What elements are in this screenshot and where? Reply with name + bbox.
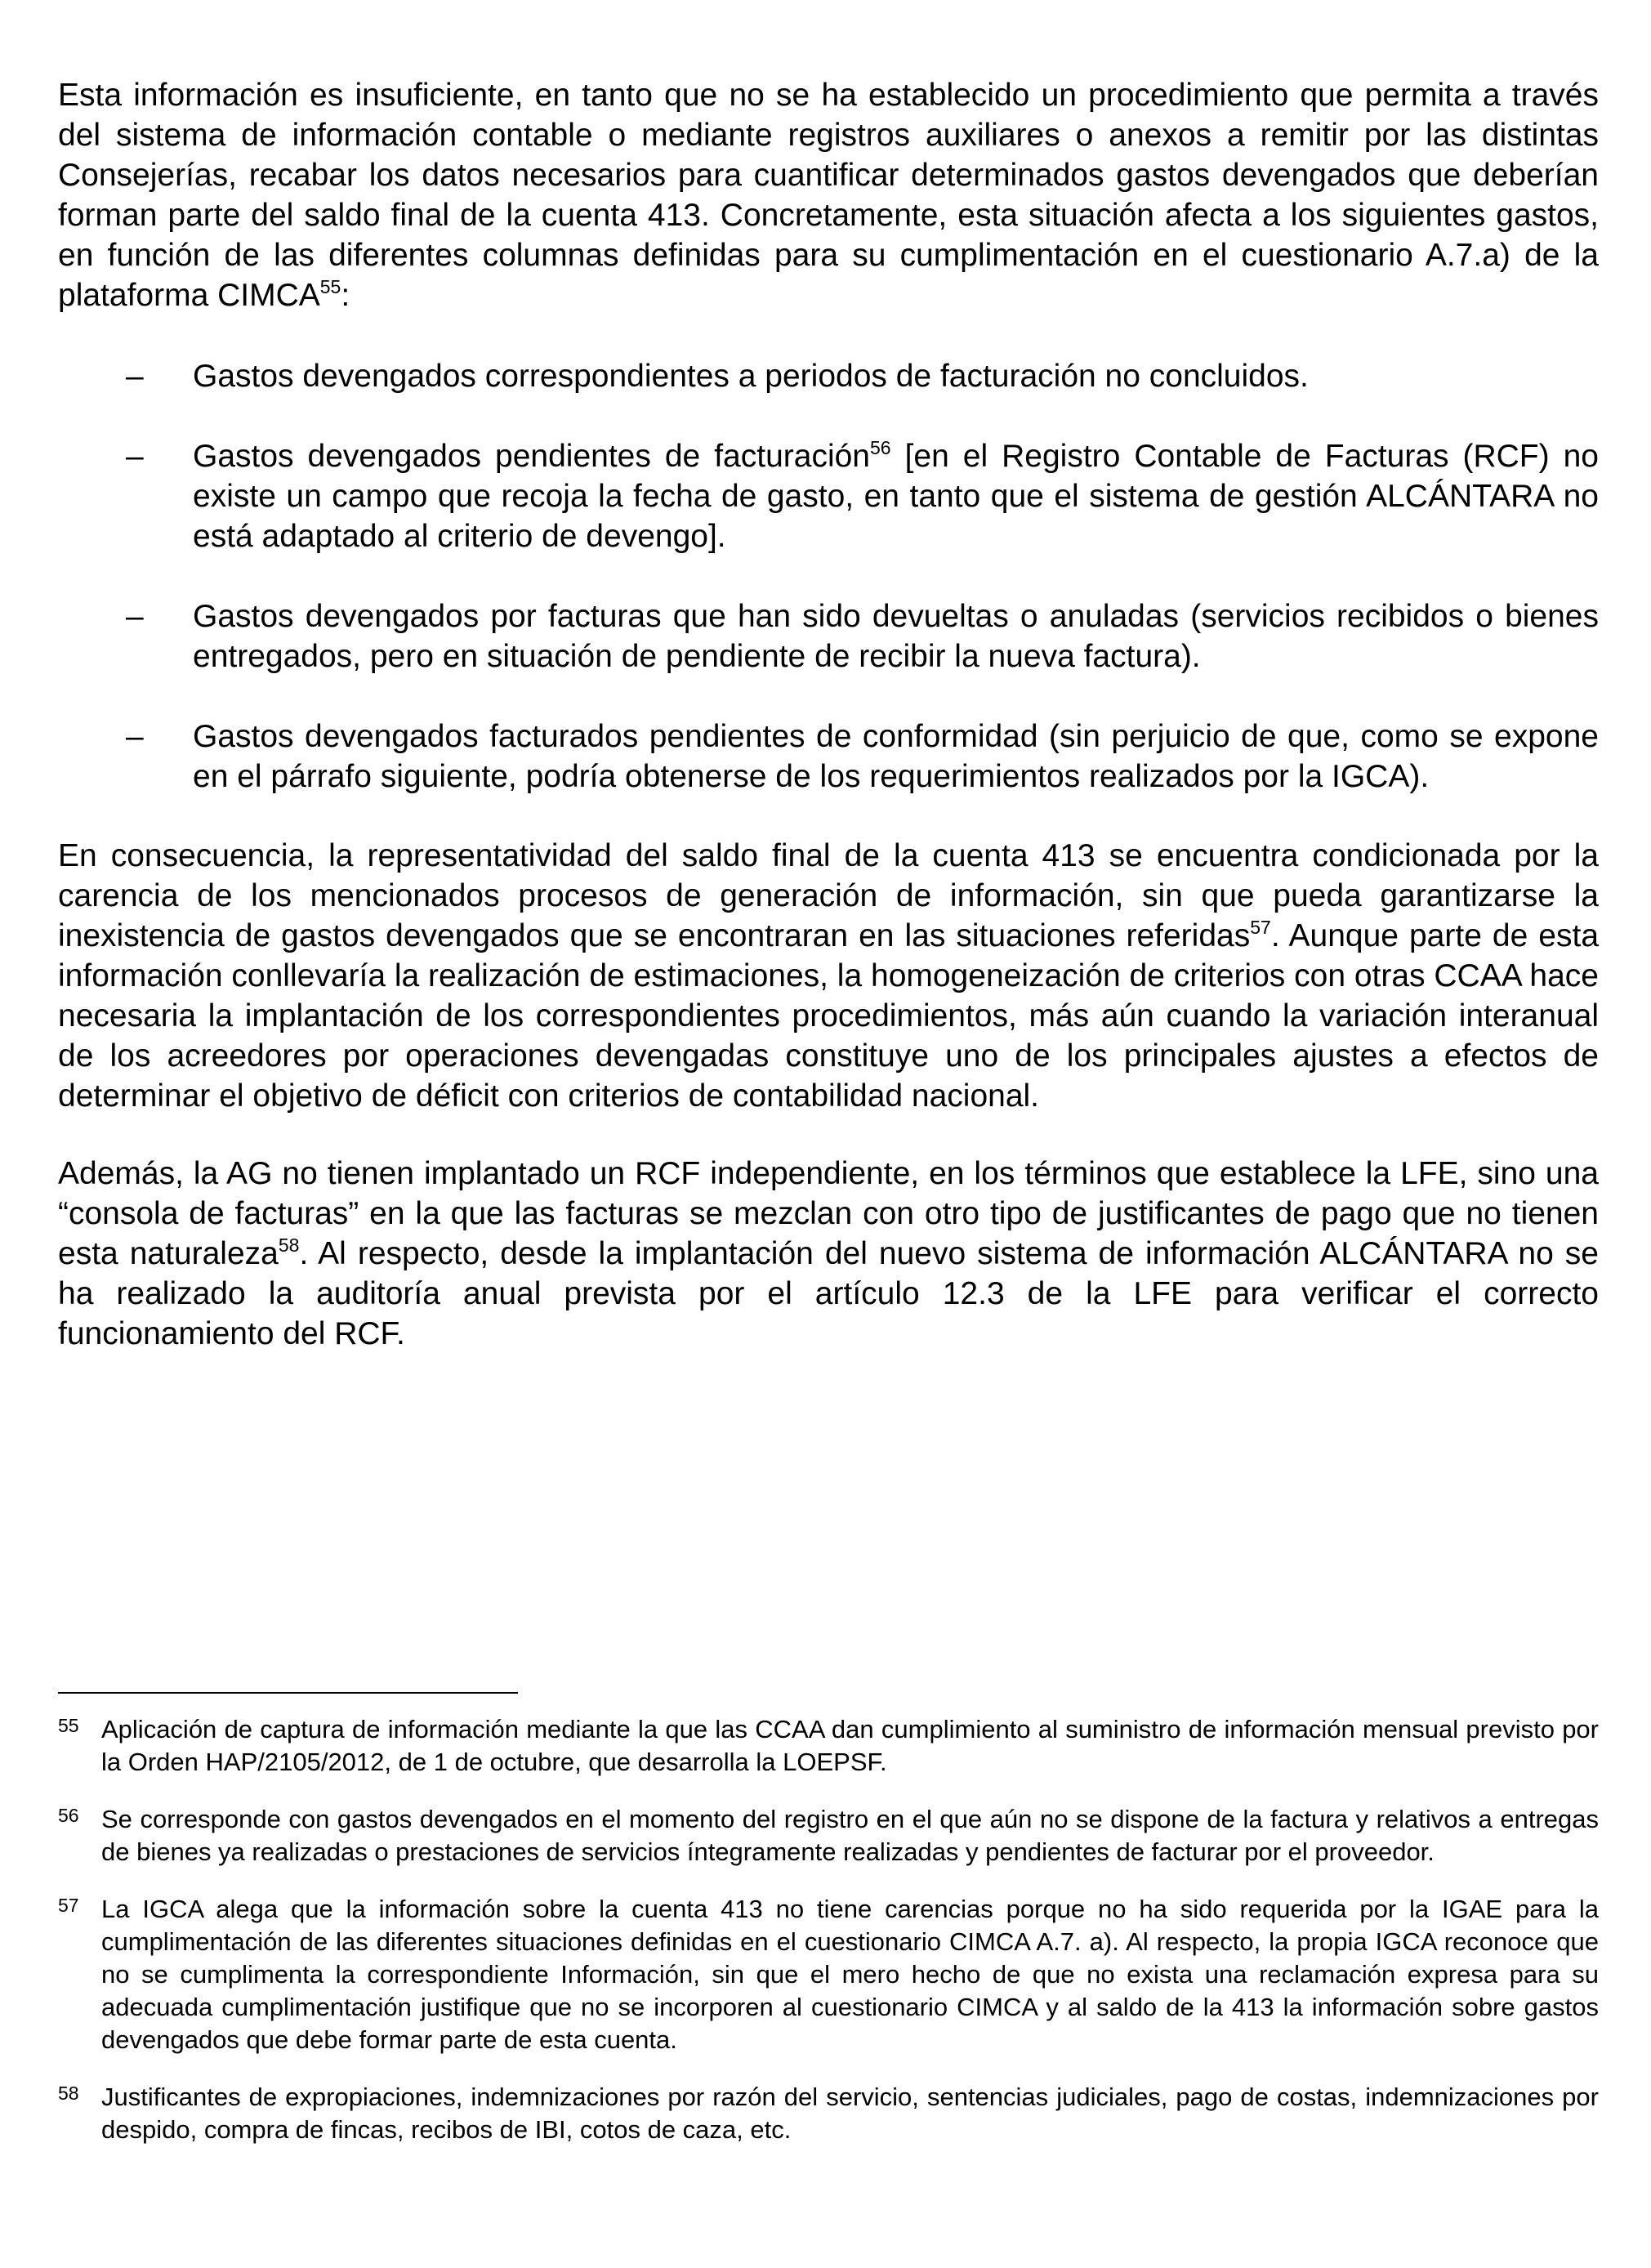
gastos-list [58, 356, 1599, 797]
footnote-ref-55[interactable]: 55 [319, 276, 341, 297]
paragraph-2 [58, 836, 1599, 1116]
paragraph-2-text-b: . Aunque parte de esta información conllevaría la realización de estimaciones, la homogeneización de criterios con otras CCAA hace necesaria la implantación de los correspondientes procedimientos, más aún cuando la variación interanual de los acreedores por operaciones devengadas constituye uno de los principales ajustes a efectos de determinar el objetivo de déficit con criterios de contabilidad nacional. [58, 918, 1600, 1114]
list-item [58, 596, 1599, 676]
list-item-text: Gastos devengados correspondientes a periodos de facturación no concluidos. [193, 359, 1309, 394]
list-item-text: Gastos devengados por facturas que han sido devueltas o anuladas (servicios recibidos o bienes entregados, pero en situación de pendiente de recibir la nueva factura). [193, 599, 1599, 674]
paragraph-3-text-b: . Al respecto, desde la implantación del nuevo sistema de información ALCÁNTARA no se ha realizado la auditoría anual prevista por el artículo 12.3 de la LFE para verificar el correcto funcionamiento del RCF. [58, 1236, 1599, 1351]
paragraph-1 [58, 75, 1599, 315]
paragraph-1-end: : [341, 278, 350, 313]
footnote-text: Justificantes de expropiaciones, indemnizaciones por razón del servicio, sentencias judiciales, pago de costas, indemnizaciones por despido, compra de fincas, recibos de IBI, cotos de caza, etc. [101, 2083, 1599, 2144]
footnotes [58, 1713, 1599, 2171]
footnote [58, 1713, 1599, 1779]
list-item [58, 356, 1599, 396]
footnote-ref-57[interactable]: 57 [1250, 917, 1271, 938]
list-item-text: Gastos devengados facturados pendientes de conformidad (sin perjuicio de que, como se expone en el párrafo siguiente, podría obtenerse de los requerimientos realizados por la IGCA). [193, 719, 1599, 794]
paragraph-1-text: Esta información es insuficiente, en tanto que no se ha establecido un procedimiento que permita a través del sistema de información contable o mediante registros auxiliares o anexos a remitir por las distintas Consejerías, recabar los datos necesarios para cuantificar determinados gastos devengados que deberían forman parte del saldo final de la cuenta 413. Concretamente, esta situación afecta a los siguientes gastos, en función de las diferentes columnas definidas para su cumplimentación en el cuestionario A.7.a) de la plataforma CIMCA [58, 78, 1599, 313]
paragraph-2-text-a: En consecuencia, la representatividad del saldo final de la cuenta 413 se encuentra condicionada por la carencia de los mencionados procesos de generación de información, sin que pueda garantizarse la inexistencia de gastos devengados que se encontraran en las situaciones referidas [58, 838, 1599, 953]
list-item-text-b: [en el Registro Contable de Facturas (RCF) no existe un campo que recoja la fecha de gasto, en tanto que el sistema de gestión ALCÁNTARA no está adaptado al criterio de devengo]. [193, 439, 1599, 554]
list-item [58, 717, 1599, 797]
footnote-number: 56 [58, 1805, 79, 1826]
footnote-ref-58[interactable]: 58 [278, 1234, 300, 1256]
footnote-ref-56[interactable]: 56 [870, 437, 891, 458]
footnote-text: Se corresponde con gastos devengados en el momento del registro en el que aún no se dispone de la factura y relativos a entregas de bienes ya realizadas o prestaciones de servicios íntegramente realizadas y pendientes de facturar por el proveedor. [101, 1805, 1599, 1866]
list-item [58, 436, 1599, 556]
dash-bullet-icon: – [126, 599, 144, 634]
list-item-text-a: Gastos devengados pendientes de facturación [193, 439, 870, 474]
footnote-separator [58, 1692, 518, 1694]
paragraph-3-text-a: Además, la AG no tienen implantado un RCF independiente, en los términos que establece la LFE, sino una “consola de facturas” en la que las facturas se mezclan con otro tipo de justificantes de pago que no tienen esta naturaleza [58, 1156, 1599, 1271]
dash-bullet-icon: – [126, 719, 144, 754]
document-body [58, 75, 1599, 1354]
footnote-number: 57 [58, 1895, 79, 1916]
dash-bullet-icon: – [126, 439, 144, 474]
footnote-text: Aplicación de captura de información mediante la que las CCAA dan cumplimiento al suministro de información mensual previsto por la Orden HAP/2105/2012, de 1 de octubre, que desarrolla la LOEPSF. [101, 1715, 1599, 1776]
footnote-text: La IGCA alega que la información sobre la cuenta 413 no tiene carencias porque no ha sido requerida por la IGAE para la cumplimentación de las diferentes situaciones definidas en el cuestionario CIMCA A.7. a). Al respecto, la propia IGCA reconoce que no se cumplimenta la correspondiente Información, sin que el mero hecho de que no exista una reclamación expresa para su adecuada cumplimentación justifique que no se incorporen al cuestionario CIMCA y al saldo de la 413 la información sobre gastos devengados que debe formar parte de esta cuenta. [101, 1895, 1599, 2054]
paragraph-3 [58, 1154, 1599, 1354]
footnote [58, 1803, 1599, 1868]
footnote [58, 2081, 1599, 2146]
footnote [58, 1893, 1599, 2056]
footnote-number: 55 [58, 1715, 79, 1736]
footnote-number: 58 [58, 2083, 79, 2104]
list-item-text [193, 436, 1599, 556]
dash-bullet-icon: – [126, 359, 144, 394]
